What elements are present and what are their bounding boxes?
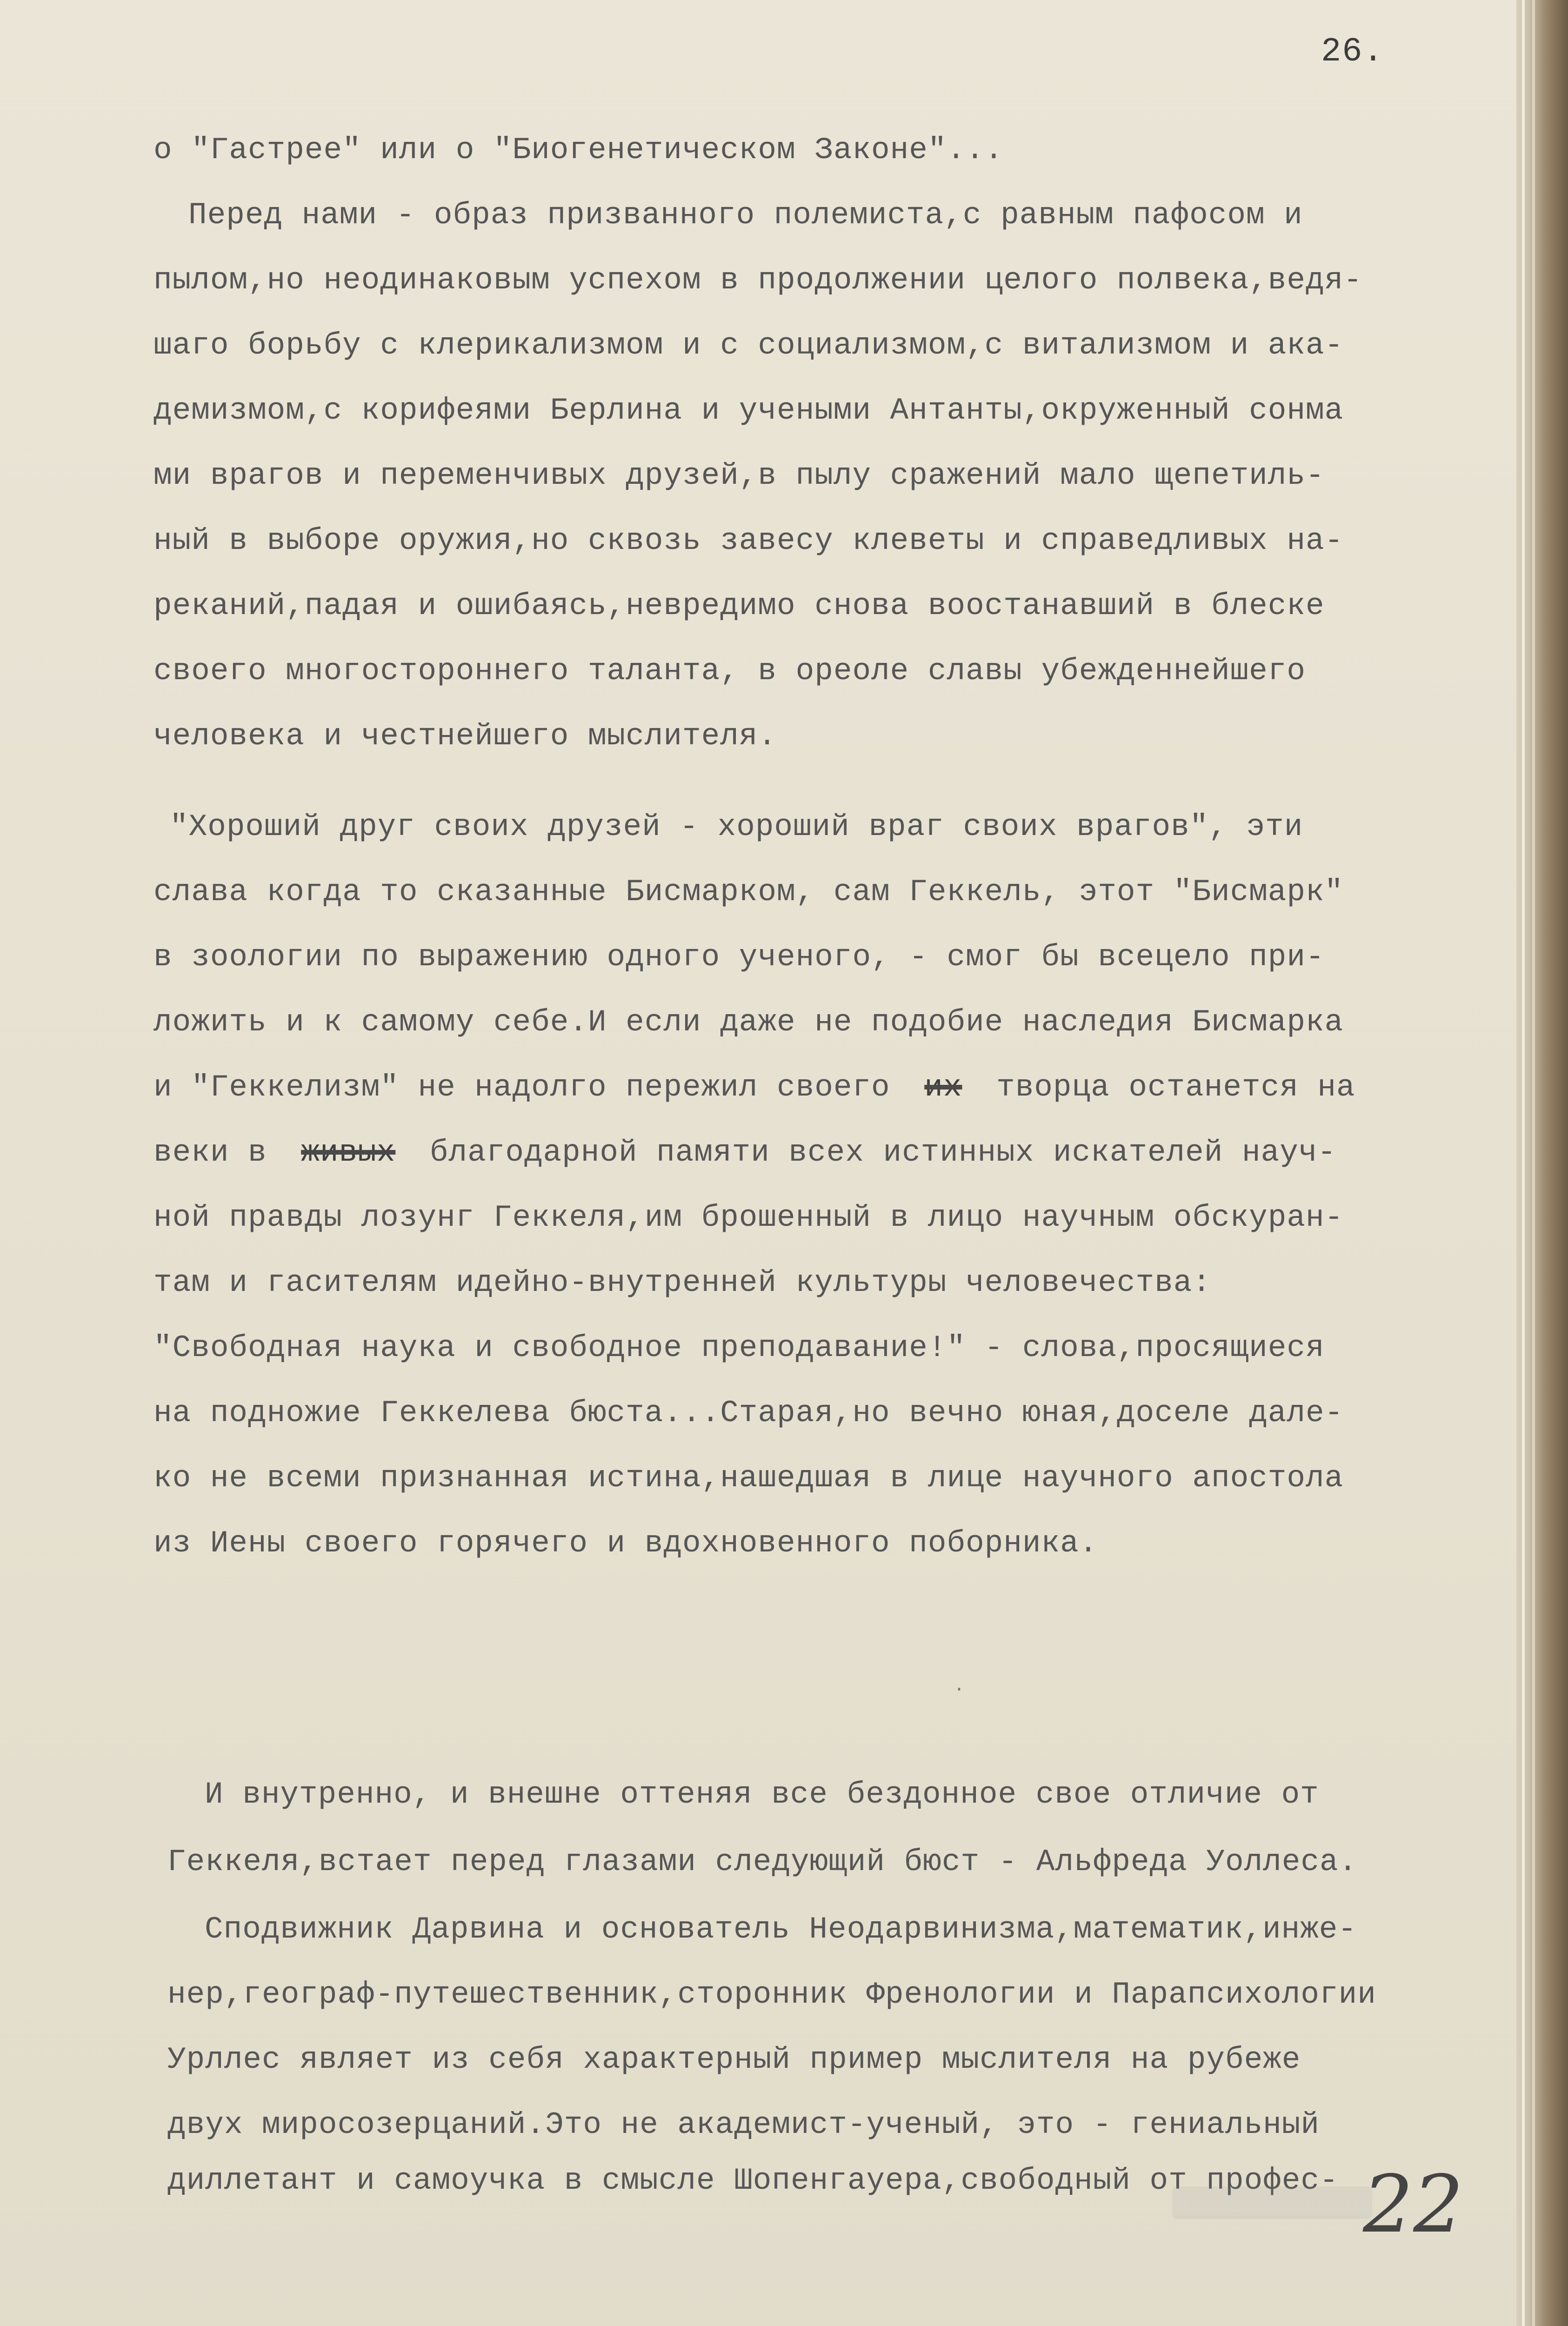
text-line: "Хороший друг своих друзей - хороший враг своих врагов", эти	[170, 809, 1303, 844]
text-line: И внутренно, и внешне оттеняя все бездонное свое отличие от	[205, 1777, 1319, 1812]
text-line: своего многостороннего таланта, в ореоле славы убежденнейшего	[153, 654, 1306, 688]
text-line: ко не всеми признанная истина,нашедшая в лице научного апостола	[153, 1461, 1344, 1496]
text-line: ный в выборе оружия,но сквозь завесу клеветы и справедливых на-	[153, 523, 1344, 558]
page-edge-highlight	[1532, 0, 1535, 2326]
text-line-with-strike	[153, 1135, 1352, 1170]
text-line: пылом,но неодинаковым успехом в продолжении целого полвека,ведя-	[153, 263, 1362, 298]
text-line: шаго борьбу с клерикализмом и с социализмом,с витализмом и ака-	[153, 328, 1344, 363]
text-segment: и "Геккелизм" не надолго пережил своего	[153, 1070, 890, 1105]
text-line: Перед нами - образ призванного полемиста,с равным пафосом и	[188, 198, 1303, 233]
text-line: двух миросозерцаний.Это не академист-ученый, это - гениальный	[167, 2107, 1320, 2142]
struck-word: живых	[301, 1135, 396, 1170]
page-number: 26.	[1321, 33, 1384, 71]
text-segment: благодарной памяти всех истинных искателей науч-	[429, 1135, 1337, 1170]
text-line: диллетант и самоучка в смысле Шопенгауера,свободный от профес-	[167, 2163, 1339, 2198]
text-line: слава когда то сказанные Бисмарком, сам Геккель, этот "Бисмарк"	[153, 875, 1344, 909]
text-line: Урллес являет из себя характерный пример мыслителя на рубеже	[167, 2042, 1301, 2077]
text-line-with-strike	[153, 1070, 1371, 1105]
handwritten-folio-number: 22	[1363, 2159, 1464, 2251]
text-segment: веки в	[153, 1135, 267, 1170]
text-segment: творца останется на	[996, 1070, 1355, 1105]
text-line: ной правды лозунг Геккеля,им брошенный в лицо научным обскуран-	[153, 1200, 1344, 1235]
text-line: демизмом,с корифеями Берлина и учеными Антанты,окруженный сонма	[153, 393, 1344, 428]
faded-stamp	[1172, 2186, 1372, 2219]
text-line: на подножие Геккелева бюста...Старая,но вечно юная,доселе дале-	[153, 1396, 1344, 1430]
binding-edge	[1516, 0, 1568, 2326]
struck-word: их	[924, 1070, 962, 1105]
text-line: ложить и к самому себе.И если даже не подобие наследия Бисмарка	[153, 1005, 1344, 1040]
ink-speck: ·	[954, 1679, 965, 1700]
text-line: "Свободная наука и свободное преподавание!" - слова,просящиеся	[153, 1330, 1325, 1365]
page-edge-highlight	[1522, 0, 1525, 2326]
text-line: нер,географ-путешественник,сторонник Френологии и Парапсихологии	[167, 1977, 1376, 2012]
text-line: человека и честнейшего мыслителя.	[153, 719, 777, 754]
text-line: реканий,падая и ошибаясь,невредимо снова воостанавший в блеске	[153, 588, 1325, 623]
text-line: из Иены своего горячего и вдохновенного поборника.	[153, 1526, 1098, 1561]
text-line: о "Гастрее" или о "Биогенетическом Законе"...	[153, 133, 1004, 167]
text-line: в зоологии по выражению одного ученого, - смог бы всецело при-	[153, 940, 1325, 975]
text-line: Геккеля,встает перед глазами следующий бюст - Альфреда Уоллеса.	[167, 1845, 1358, 1879]
text-line: там и гасителям идейно-внутренней культуры человечества:	[153, 1265, 1211, 1300]
text-line: Сподвижник Дарвина и основатель Неодарвинизма,математик,инже-	[205, 1912, 1357, 1947]
text-line: ми врагов и переменчивых друзей,в пылу сражений мало щепетиль-	[153, 458, 1325, 493]
